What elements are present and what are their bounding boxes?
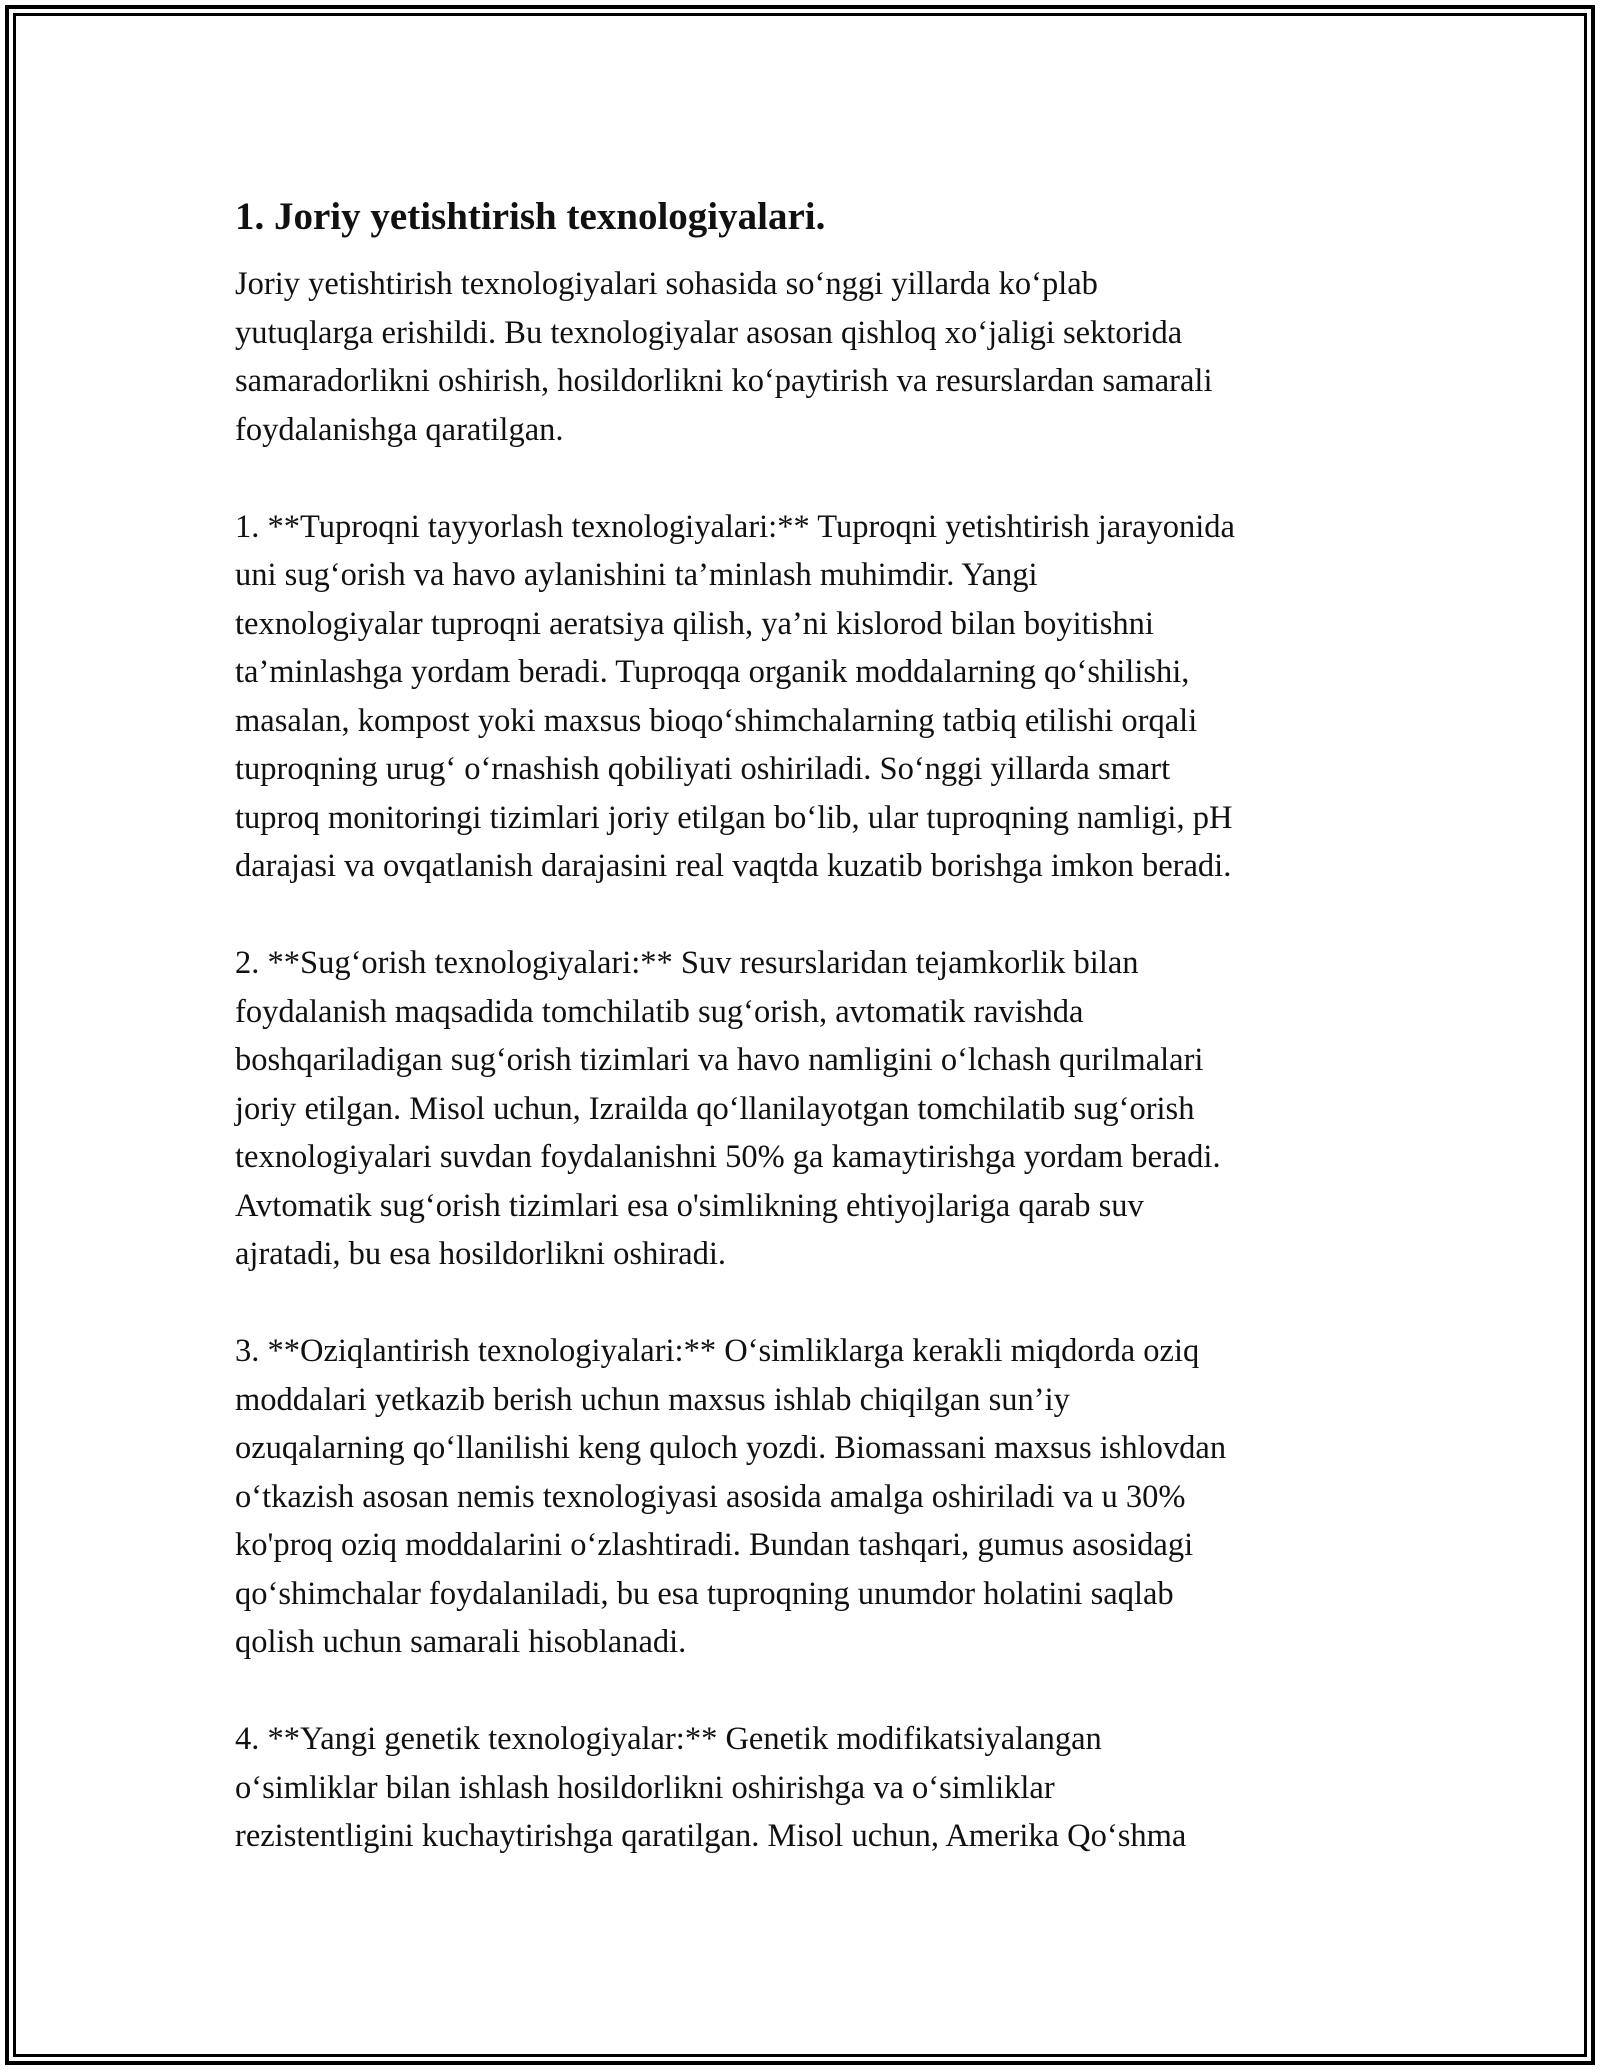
intro-paragraph: Joriy yetishtirish texnologiyalari sohasida so‘nggi yillarda ko‘plab yutuqlarga erishildi. Bu texnologiyalar asosan qishloq xo‘jaligi sektorida samaradorlikni oshirish, hosildorlikni ko‘paytirish va resurslardan samarali foydalanishga qaratilgan. xyxy=(235,266,1213,448)
paragraph-irrigation: 2. **Sug‘orish texnologiyalari:** Suv resurslaridan tejamkorlik bilan foydalanish maqsadida tomchilatib sug‘orish, avtomatik ravishda boshqariladigan sug‘orish tizimlari va havo namligini o‘lchash qurilmalari joriy etilgan. Misol uchun, Izrailda qo‘llanilayotgan tomchilatib sug‘orish texnologiyalari suvdan foydalanishni 50% ga kamaytirishga yordam beradi. Avtomatik sug‘orish tizimlari esa o'simlikning ehtiyojlariga qarab suv ajratadi, bu esa hosildorlikni oshiradi. xyxy=(235,945,1221,1272)
document-body xyxy=(235,184,1385,1861)
section-heading: 1. Joriy yetishtirish texnologiyalari. xyxy=(235,195,826,238)
paragraph-genetic-technologies: 4. **Yangi genetik texnologiyalar:** Genetik modifikatsiyalangan o‘simliklar bilan ishlash hosildorlikni oshirishga va o‘simliklar rezistentligini kuchaytirishga qaratilgan. Misol uchun, Amerika Qo‘shma xyxy=(235,1721,1187,1854)
paragraph-nutrition: 3. **Oziqlantirish texnologiyalari:** O‘simliklarga kerakli miqdorda oziq moddalari yetkazib berish uchun maxsus ishlab chiqilgan sun’iy ozuqalarning qo‘llanilishi keng quloch yozdi. Biomassani maxsus ishlovdan o‘tkazish asosan nemis texnologiyasi asosida amalga oshiriladi va u 30% ko'proq oziq moddalarini o‘zlashtiradi. Bundan tashqari, gumus asosidagi qo‘shimchalar foydalaniladi, bu esa tuproqning unumdor holatini saqlab qolish uchun samarali hisoblanadi. xyxy=(235,1333,1227,1660)
paragraph-soil-preparation: 1. **Tuproqni tayyorlash texnologiyalari:** Tuproqni yetishtirish jarayonida uni sug‘orish va havo aylanishini ta’minlash muhimdir. Yangi texnologiyalar tuproqni aeratsiya qilish, ya’ni kislorod bilan boyitishni ta’minlashga yordam beradi. Tuproqqa organik moddalarning qo‘shilishi, masalan, kompost yoki maxsus bioqo‘shimchalarning tatbiq etilishi orqali tuproqning urug‘ o‘rnashish qobiliyati oshiriladi. So‘nggi yillarda smart tuproq monitoringi tizimlari joriy etilgan bo‘lib, ular tuproqning namligi, pH darajasi va ovqatlanish darajasini real vaqtda kuzatib borishga imkon beradi. xyxy=(235,508,1235,884)
